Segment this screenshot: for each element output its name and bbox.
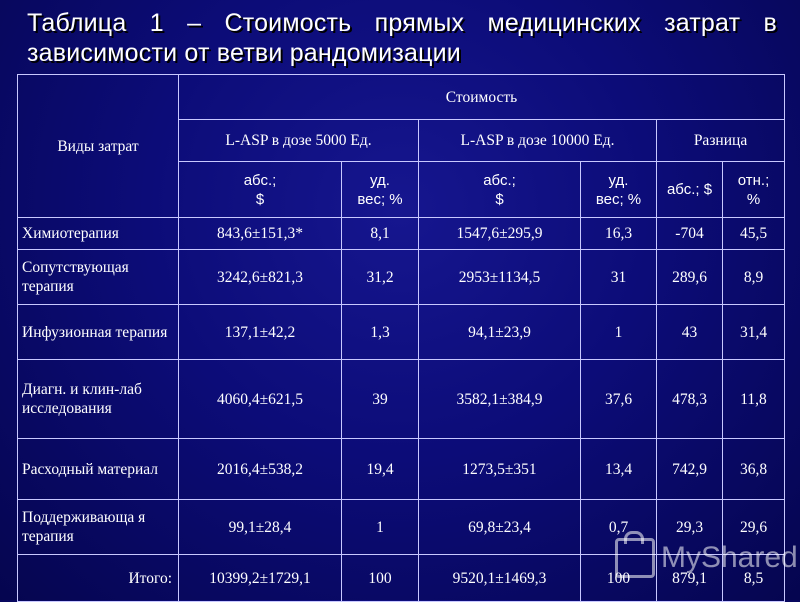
cell: 8,5: [723, 555, 785, 602]
cell: 43: [657, 305, 723, 360]
presentation-board-icon: [615, 538, 655, 578]
cell: 289,6: [657, 250, 723, 305]
cell: 31,4: [723, 305, 785, 360]
row-label-total: Итого:: [18, 555, 179, 602]
cell: 31,2: [342, 250, 419, 305]
table-row: [18, 439, 785, 500]
table-row: [18, 250, 785, 305]
cell: 4060,4±621,5: [179, 360, 342, 439]
cell: 29,3: [657, 500, 723, 555]
cell: 8,1: [342, 218, 419, 250]
header-cost-types: Виды затрат: [18, 75, 179, 218]
subheader-abs-diff: абс.; $: [657, 162, 723, 218]
subheader-share-2: уд. вес; %: [581, 162, 657, 218]
table-row: [18, 360, 785, 439]
cell: 1547,6±295,9: [419, 218, 581, 250]
watermark: [615, 538, 798, 578]
row-label: Инфузионная терапия: [18, 305, 179, 360]
cell: 742,9: [657, 439, 723, 500]
slide-title-line-1: Таблица 1 – Стоимость прямых медицинских затрат в: [27, 9, 777, 37]
cell: 37,6: [581, 360, 657, 439]
slide-title-line-2: зависимости от ветви рандомизации: [27, 39, 461, 67]
subheader-abs-2: абс.; $: [419, 162, 581, 218]
cell: 1: [342, 500, 419, 555]
table-row: [18, 218, 785, 250]
cell: 100: [342, 555, 419, 602]
cell: 19,4: [342, 439, 419, 500]
header-cost: Стоимость: [179, 75, 785, 120]
watermark-text: MyShared: [661, 541, 798, 574]
header-group-5000: L-ASP в дозе 5000 Ед.: [179, 120, 419, 162]
row-label: Диагн. и клин-лаб исследования: [18, 360, 179, 439]
cell: 16,3: [581, 218, 657, 250]
cell: 1: [581, 305, 657, 360]
subheader-rel-diff: отн.; %: [723, 162, 785, 218]
header-difference: Разница: [657, 120, 785, 162]
cell: 879,1: [657, 555, 723, 602]
cell: 478,3: [657, 360, 723, 439]
cell: 2953±1134,5: [419, 250, 581, 305]
cell: 3242,6±821,3: [179, 250, 342, 305]
cell: 1,3: [342, 305, 419, 360]
cell: 39: [342, 360, 419, 439]
cell: 13,4: [581, 439, 657, 500]
slide-title: [27, 8, 777, 68]
cell: 10399,2±1729,1: [179, 555, 342, 602]
row-label: Сопутствующая терапия: [18, 250, 179, 305]
cell: 2016,4±538,2: [179, 439, 342, 500]
table-row: [18, 305, 785, 360]
row-label: Химиотерапия: [18, 218, 179, 250]
cell: 1273,5±351: [419, 439, 581, 500]
cell: 137,1±42,2: [179, 305, 342, 360]
cost-table: [17, 74, 785, 602]
cell: 9520,1±1469,3: [419, 555, 581, 602]
subheader-share-1: уд. вес; %: [342, 162, 419, 218]
cell: 3582,1±384,9: [419, 360, 581, 439]
cell: 36,8: [723, 439, 785, 500]
cell: 100: [581, 555, 657, 602]
cell: -704: [657, 218, 723, 250]
header-group-10000: L-ASP в дозе 10000 Ед.: [419, 120, 657, 162]
cell: 69,8±23,4: [419, 500, 581, 555]
cell: 99,1±28,4: [179, 500, 342, 555]
cell: 31: [581, 250, 657, 305]
cell: 11,8: [723, 360, 785, 439]
subheader-abs-1: абс.; $: [179, 162, 342, 218]
cell: 29,6: [723, 500, 785, 555]
row-label: Поддерживающа я терапия: [18, 500, 179, 555]
cell: 8,9: [723, 250, 785, 305]
row-label: Расходный материал: [18, 439, 179, 500]
cell: 843,6±151,3*: [179, 218, 342, 250]
cell: 94,1±23,9: [419, 305, 581, 360]
cell: 0,7: [581, 500, 657, 555]
cell: 45,5: [723, 218, 785, 250]
